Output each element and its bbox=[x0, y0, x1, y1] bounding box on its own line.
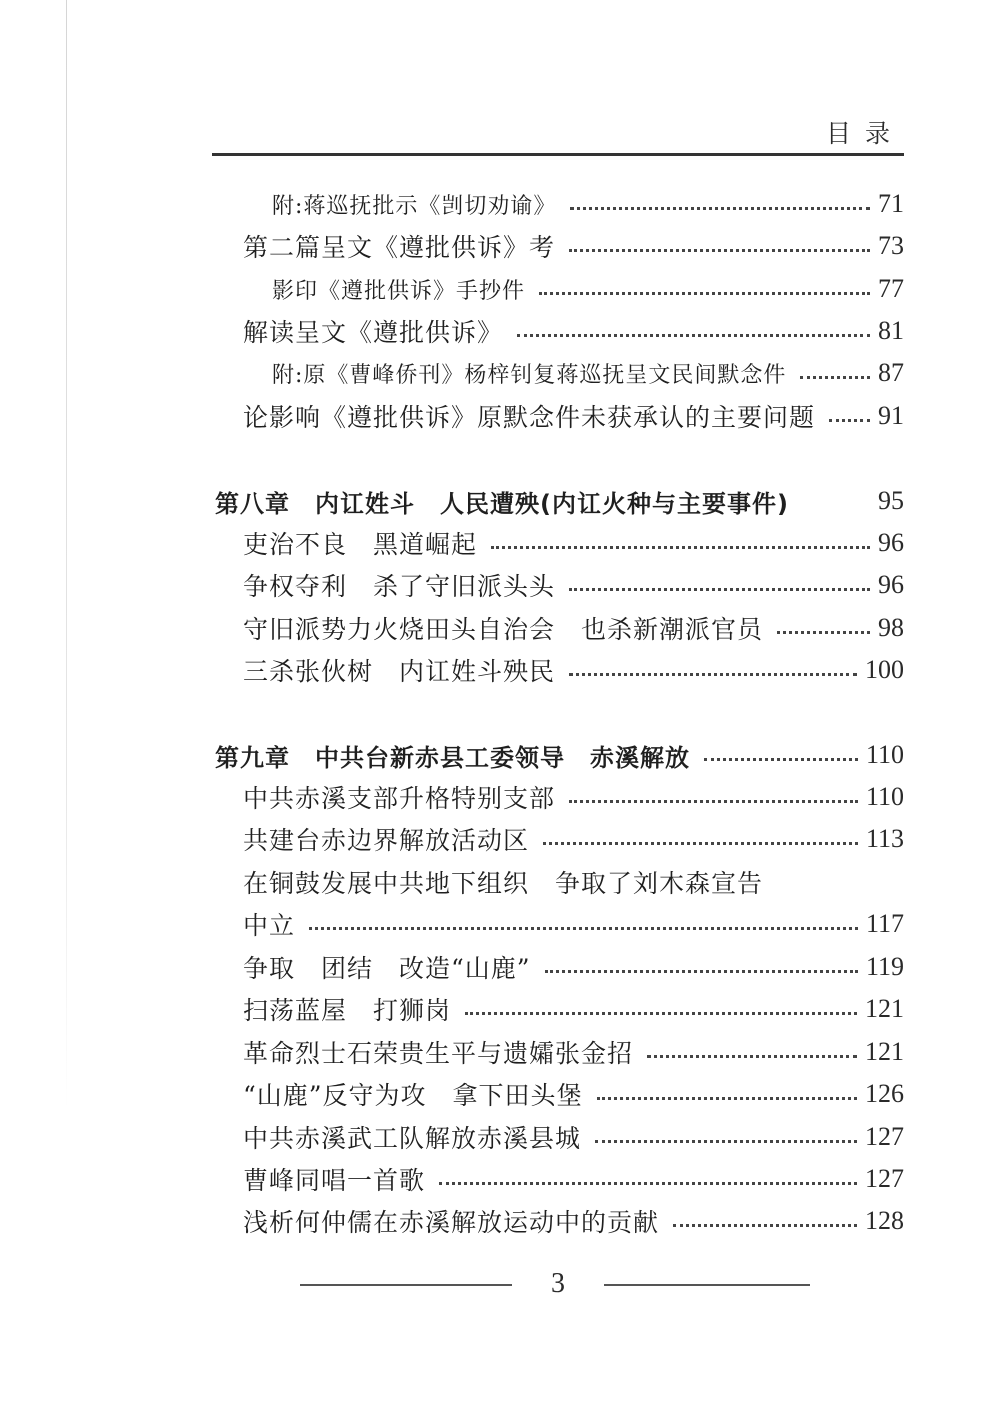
toc-entry-title: 解读呈文《遵批供诉》 bbox=[243, 318, 504, 347]
toc-entry[interactable] bbox=[243, 607, 904, 649]
toc-entry[interactable] bbox=[243, 776, 904, 818]
toc-entry[interactable] bbox=[243, 649, 904, 691]
toc-entry-title: 曹峰同唱一首歌 bbox=[243, 1166, 426, 1195]
dot-leader bbox=[569, 249, 870, 252]
dot-leader bbox=[647, 1055, 857, 1058]
toc-entry[interactable] bbox=[243, 522, 904, 564]
toc-entry[interactable] bbox=[243, 1073, 904, 1115]
toc-entry-page: 119 bbox=[865, 952, 904, 981]
dot-leader bbox=[517, 334, 870, 337]
dot-leader bbox=[777, 631, 870, 634]
toc-chapter-page: 95 bbox=[878, 486, 904, 515]
toc-entry[interactable] bbox=[243, 1158, 904, 1200]
toc-entry-page: 121 bbox=[865, 1037, 904, 1066]
dot-leader bbox=[539, 292, 870, 295]
toc-entry-title: 第二篇呈文《遵批供诉》考 bbox=[243, 233, 556, 262]
toc-entry-page: 73 bbox=[878, 231, 904, 260]
dot-leader bbox=[569, 673, 857, 676]
toc-entry-title: 论影响《遵批供诉》原默念件未获承认的主要问题 bbox=[243, 403, 816, 432]
toc-entry[interactable] bbox=[243, 903, 904, 945]
dot-leader bbox=[673, 1224, 857, 1227]
toc-entry-title: 附:蒋巡抚批示《剀切劝谕》 bbox=[272, 193, 557, 219]
dot-leader bbox=[800, 376, 870, 379]
dot-leader bbox=[597, 1097, 857, 1100]
toc-entry-page: 96 bbox=[878, 570, 904, 599]
toc-entry-title: 浅析何仲儒在赤溪解放运动中的贡献 bbox=[243, 1208, 660, 1237]
toc-entry-page: 126 bbox=[865, 1079, 904, 1108]
toc-entry[interactable] bbox=[243, 395, 904, 437]
dot-leader bbox=[569, 800, 858, 803]
toc-entry[interactable] bbox=[243, 1116, 904, 1158]
toc-entry-page: 121 bbox=[865, 994, 904, 1023]
toc-entry-title: 中共赤溪武工队解放赤溪县城 bbox=[243, 1124, 582, 1153]
toc-entry-page: 87 bbox=[878, 358, 904, 387]
toc-entry-page: 127 bbox=[865, 1164, 904, 1193]
toc-entry-page: 128 bbox=[865, 1206, 904, 1235]
toc-entry[interactable] bbox=[243, 946, 904, 988]
toc-entry-title: “山鹿”反守为攻 拿下田头堡 bbox=[243, 1081, 583, 1110]
dot-leader bbox=[570, 207, 870, 210]
toc-entry-title: 在铜鼓发展中共地下组织 争取了刘木森宣告 bbox=[243, 869, 764, 898]
toc-entry[interactable] bbox=[243, 310, 904, 352]
toc-entry-title: 中共赤溪支部升格特别支部 bbox=[243, 784, 556, 813]
toc-entry[interactable] bbox=[243, 818, 904, 860]
toc-entry-page: 91 bbox=[878, 401, 904, 430]
toc-entry-page: 77 bbox=[878, 274, 904, 303]
toc-entry-page: 96 bbox=[878, 528, 904, 557]
dot-leader bbox=[829, 419, 870, 422]
dot-leader bbox=[309, 927, 858, 930]
toc-entry-page: 98 bbox=[878, 613, 904, 642]
toc-entry-page: 71 bbox=[878, 189, 904, 218]
toc-entry-title: 争取 团结 改造“山鹿” bbox=[243, 954, 531, 983]
footer-rule-left bbox=[300, 1284, 512, 1286]
dot-leader bbox=[569, 588, 870, 591]
dot-leader bbox=[545, 970, 858, 973]
scan-edge-line bbox=[66, 0, 67, 1110]
toc-entry[interactable] bbox=[243, 225, 904, 267]
toc-entry-title: 中立 bbox=[243, 911, 296, 940]
toc-entry[interactable] bbox=[243, 564, 904, 606]
toc-entry[interactable] bbox=[272, 268, 904, 310]
toc-chapter[interactable] bbox=[215, 480, 904, 522]
toc-entry[interactable] bbox=[272, 352, 904, 394]
dot-leader bbox=[543, 842, 858, 845]
toc-entry-page: 81 bbox=[878, 316, 904, 345]
toc-chapter[interactable] bbox=[215, 734, 904, 776]
toc-entry[interactable] bbox=[243, 1031, 904, 1073]
toc-entry-page: 127 bbox=[865, 1122, 904, 1151]
toc-entry-title: 共建台赤边界解放活动区 bbox=[243, 826, 530, 855]
toc-chapter-page: 110 bbox=[865, 740, 904, 769]
toc-entry-title: 影印《遵批供诉》手抄件 bbox=[272, 278, 526, 304]
header-rule bbox=[212, 153, 904, 156]
toc-entry-page: 110 bbox=[865, 782, 904, 811]
dot-leader bbox=[595, 1140, 857, 1143]
dot-leader bbox=[439, 1182, 857, 1185]
toc-entry-title: 守旧派势力火烧田头自治会 也杀新潮派官员 bbox=[243, 615, 764, 644]
dot-leader bbox=[704, 758, 858, 761]
page-number: 3 bbox=[551, 1268, 565, 1299]
toc-entry-wrapped[interactable] bbox=[243, 861, 763, 903]
toc-entry-title: 三杀张伙树 内讧姓斗殃民 bbox=[243, 657, 556, 686]
dot-leader bbox=[491, 546, 870, 549]
toc-entry-title: 附:原《曹峰侨刊》杨梓钊复蒋巡抚呈文民间默念件 bbox=[272, 362, 787, 388]
page-footer bbox=[300, 1268, 810, 1302]
toc-entry[interactable] bbox=[272, 183, 904, 225]
toc-entry[interactable] bbox=[243, 1200, 904, 1242]
footer-rule-right bbox=[604, 1284, 810, 1286]
toc-entry-title: 革命烈士石荣贵生平与遗孀张金招 bbox=[243, 1039, 634, 1068]
toc-entry-page: 100 bbox=[865, 655, 904, 684]
dot-leader bbox=[465, 1012, 857, 1015]
toc-entry-title: 吏治不良 黑道崛起 bbox=[243, 530, 478, 559]
toc-chapter-title: 第九章 中共台新赤县工委领导 赤溪解放 bbox=[215, 743, 690, 772]
toc-entry-title: 扫荡蓝屋 打狮岗 bbox=[243, 996, 452, 1025]
toc-entry[interactable] bbox=[243, 988, 904, 1030]
toc-entry-title: 争权夺利 杀了守旧派头头 bbox=[243, 572, 556, 601]
dot-leader bbox=[795, 504, 872, 507]
running-header: 目录 bbox=[825, 119, 904, 148]
toc-entry-page: 117 bbox=[865, 909, 904, 938]
toc-entry-page: 113 bbox=[865, 824, 904, 853]
toc-chapter-title: 第八章 内讧姓斗 人民遭殃(内讧火种与主要事件) bbox=[215, 489, 789, 518]
